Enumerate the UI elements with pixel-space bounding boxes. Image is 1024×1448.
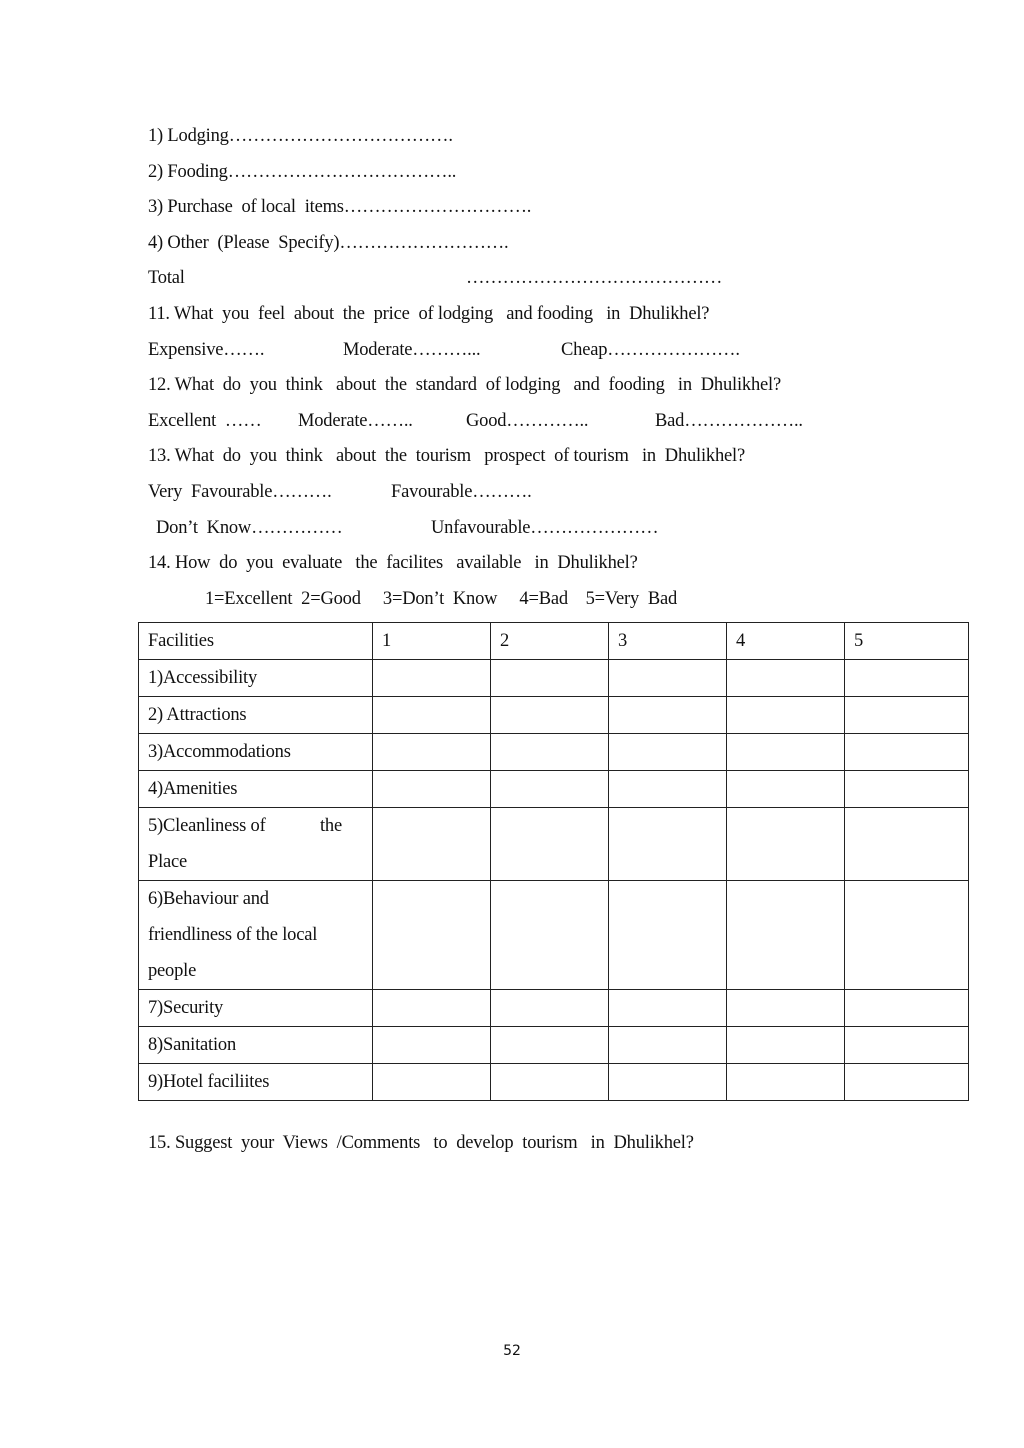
table-row bbox=[139, 1064, 969, 1101]
rating-cell[interactable] bbox=[491, 1064, 609, 1101]
facility-label: 1)Accessibility bbox=[139, 660, 373, 697]
rating-cell[interactable] bbox=[845, 881, 969, 990]
header-rating-5: 5 bbox=[845, 623, 969, 660]
q14-rating-scale: 1=Excellent 2=Good 3=Don’t Know 4=Bad 5=Very Bad bbox=[205, 589, 678, 609]
rating-cell[interactable] bbox=[609, 734, 727, 771]
rating-cell[interactable] bbox=[845, 771, 969, 808]
facility-label-part: friendliness of the local bbox=[148, 925, 318, 945]
table-row bbox=[139, 734, 969, 771]
table-row bbox=[139, 697, 969, 734]
rating-cell[interactable] bbox=[727, 1027, 845, 1064]
rating-cell[interactable] bbox=[491, 771, 609, 808]
rating-cell[interactable] bbox=[373, 734, 491, 771]
rating-cell[interactable] bbox=[727, 734, 845, 771]
item-lodging: 1) Lodging………………………………. bbox=[148, 126, 453, 146]
rating-cell[interactable] bbox=[373, 808, 491, 881]
rating-cell[interactable] bbox=[609, 771, 727, 808]
facility-label-part: Place bbox=[148, 852, 188, 872]
rating-cell[interactable] bbox=[727, 1064, 845, 1101]
header-rating-3: 3 bbox=[609, 623, 727, 660]
rating-cell[interactable] bbox=[491, 697, 609, 734]
total-dots: …………………………………… bbox=[466, 268, 723, 288]
q11-option-cheap: Cheap…………………. bbox=[561, 340, 740, 360]
rating-cell[interactable] bbox=[727, 808, 845, 881]
rating-cell[interactable] bbox=[845, 660, 969, 697]
question-13: 13. What do you think about the tourism prospect of tourism in Dhulikhel? bbox=[148, 446, 745, 466]
page-number: 52 bbox=[503, 1343, 521, 1359]
rating-cell[interactable] bbox=[373, 990, 491, 1027]
q12-option-good: Good………….. bbox=[466, 411, 589, 431]
table-header-row bbox=[139, 623, 969, 660]
table-row bbox=[139, 990, 969, 1027]
table-row bbox=[139, 1027, 969, 1064]
table-row bbox=[139, 771, 969, 808]
header-rating-4: 4 bbox=[727, 623, 845, 660]
q12-option-bad: Bad……………….. bbox=[655, 411, 803, 431]
table-row bbox=[139, 808, 969, 881]
rating-cell[interactable] bbox=[727, 990, 845, 1027]
facility-label: 9)Hotel faciliites bbox=[139, 1064, 373, 1101]
question-12: 12. What do you think about the standard of lodging and fooding in Dhulikhel? bbox=[148, 375, 781, 395]
rating-cell[interactable] bbox=[845, 1027, 969, 1064]
table-row bbox=[139, 881, 969, 990]
rating-cell[interactable] bbox=[845, 990, 969, 1027]
facility-label-part: 5)Cleanliness of bbox=[148, 816, 266, 836]
rating-cell[interactable] bbox=[727, 660, 845, 697]
rating-cell[interactable] bbox=[373, 771, 491, 808]
facility-label: 7)Security bbox=[139, 990, 373, 1027]
rating-cell[interactable] bbox=[727, 771, 845, 808]
q11-option-moderate: Moderate………... bbox=[343, 340, 481, 360]
question-14: 14. How do you evaluate the facilites available in Dhulikhel? bbox=[148, 553, 638, 573]
rating-cell[interactable] bbox=[491, 734, 609, 771]
facility-label bbox=[139, 881, 373, 990]
question-15: 15. Suggest your Views /Comments to develop tourism in Dhulikhel? bbox=[148, 1133, 694, 1153]
facility-label: 4)Amenities bbox=[139, 771, 373, 808]
facility-label: 8)Sanitation bbox=[139, 1027, 373, 1064]
facility-label-part: people bbox=[148, 961, 197, 981]
q11-option-expensive: Expensive……. bbox=[148, 340, 265, 360]
item-other: 4) Other (Please Specify)………………………. bbox=[148, 233, 509, 253]
rating-cell[interactable] bbox=[727, 881, 845, 990]
total-label: Total bbox=[148, 268, 185, 288]
rating-cell[interactable] bbox=[373, 660, 491, 697]
rating-cell[interactable] bbox=[491, 660, 609, 697]
rating-cell[interactable] bbox=[491, 1027, 609, 1064]
q12-option-moderate: Moderate…….. bbox=[298, 411, 413, 431]
rating-cell[interactable] bbox=[609, 1064, 727, 1101]
rating-cell[interactable] bbox=[491, 990, 609, 1027]
rating-cell[interactable] bbox=[845, 808, 969, 881]
table-row bbox=[139, 660, 969, 697]
item-fooding: 2) Fooding……………………………….. bbox=[148, 162, 457, 182]
facility-label: 3)Accommodations bbox=[139, 734, 373, 771]
header-rating-2: 2 bbox=[491, 623, 609, 660]
rating-cell[interactable] bbox=[609, 1027, 727, 1064]
question-11: 11. What you feel about the price of lodging and fooding in Dhulikhel? bbox=[148, 304, 710, 324]
rating-cell[interactable] bbox=[845, 734, 969, 771]
facility-label bbox=[139, 808, 373, 881]
q13-option-dont-know: Don’t Know…………… bbox=[156, 518, 343, 538]
rating-cell[interactable] bbox=[373, 697, 491, 734]
rating-cell[interactable] bbox=[609, 990, 727, 1027]
facility-label-part: 6)Behaviour and bbox=[148, 889, 269, 909]
rating-cell[interactable] bbox=[609, 881, 727, 990]
rating-cell[interactable] bbox=[845, 697, 969, 734]
facilities-rating-table bbox=[138, 622, 969, 1101]
rating-cell[interactable] bbox=[373, 1027, 491, 1064]
facility-label: 2) Attractions bbox=[139, 697, 373, 734]
q12-option-excellent: Excellent …… bbox=[148, 411, 262, 431]
q13-option-unfavourable: Unfavourable………………… bbox=[431, 518, 659, 538]
rating-cell[interactable] bbox=[609, 808, 727, 881]
header-facilities: Facilities bbox=[139, 623, 373, 660]
rating-cell[interactable] bbox=[845, 1064, 969, 1101]
item-purchase-local-items: 3) Purchase of local items…………………………. bbox=[148, 197, 532, 217]
rating-cell[interactable] bbox=[609, 697, 727, 734]
rating-cell[interactable] bbox=[373, 1064, 491, 1101]
rating-cell[interactable] bbox=[727, 697, 845, 734]
rating-cell[interactable] bbox=[491, 808, 609, 881]
q13-option-favourable: Favourable………. bbox=[391, 482, 532, 502]
header-rating-1: 1 bbox=[373, 623, 491, 660]
facility-label-part: the bbox=[319, 816, 342, 836]
rating-cell[interactable] bbox=[373, 881, 491, 990]
q13-option-very-favourable: Very Favourable………. bbox=[148, 482, 332, 502]
rating-cell[interactable] bbox=[491, 881, 609, 990]
rating-cell[interactable] bbox=[609, 660, 727, 697]
